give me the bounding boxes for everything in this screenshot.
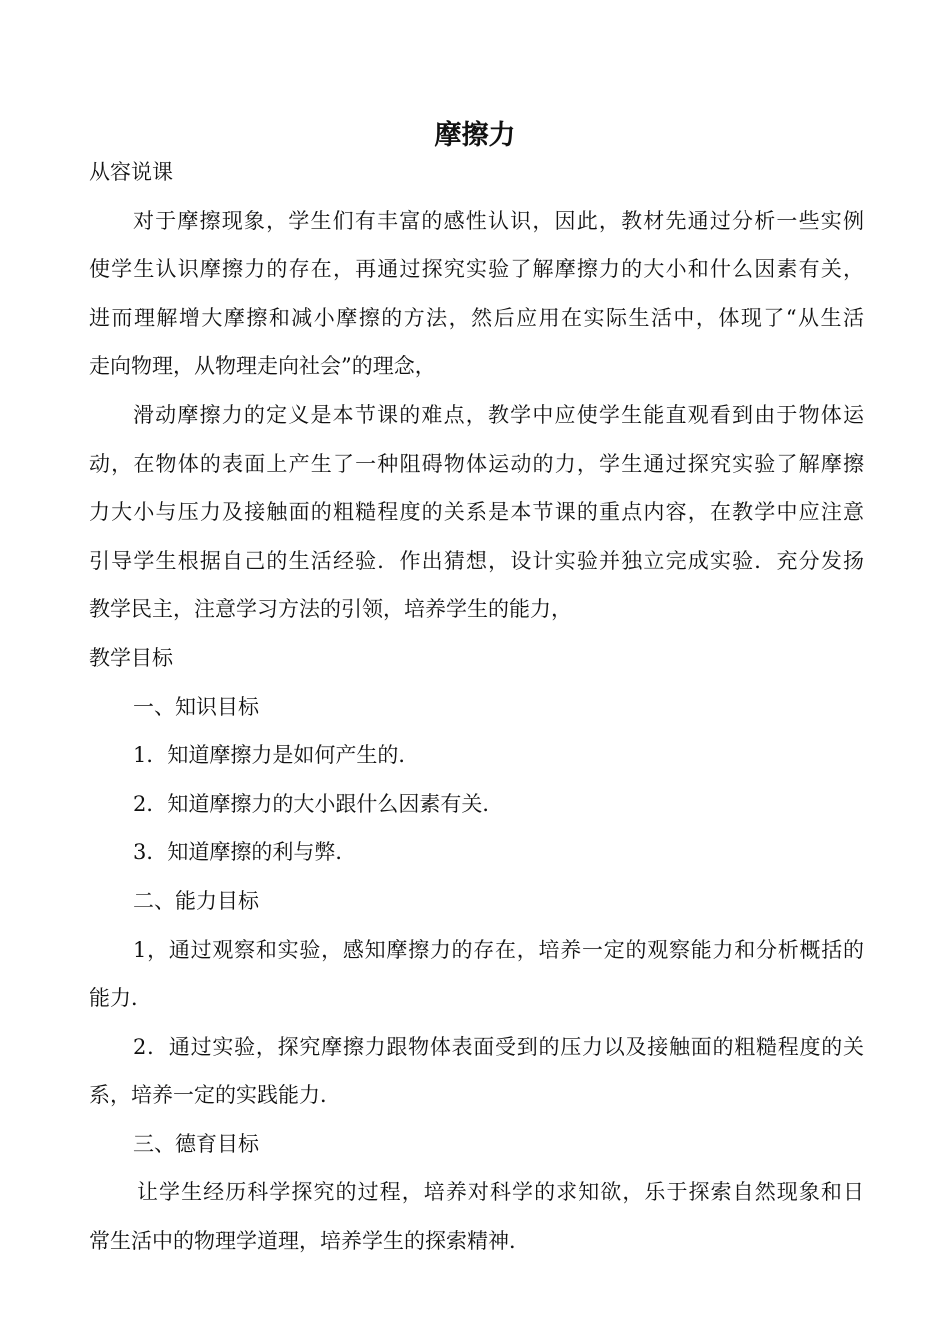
subheading-moral: 三、德育目标: [133, 1131, 259, 1156]
document-body: [89, 148, 864, 1266]
paragraph-line: 常生活中的物理学道理，培养学生的探索精神．: [89, 1229, 530, 1254]
paragraph-line: 教学民主，注意学习方法的引领，培养学生的能力，: [89, 597, 572, 622]
section-heading-objectives: 教学目标: [89, 645, 173, 670]
list-item: 3．知道摩擦的利与弊．: [133, 840, 357, 865]
paragraph-line: 让学生经历科学探究的过程，培养对科学的求知欲，乐于探索自然现象和日: [137, 1180, 864, 1205]
paragraph-line: 走向物理，从物理走向社会”的理念，: [89, 354, 436, 379]
paragraph-line: 引导学生根据自己的生活经验．作出猜想，设计实验并独立完成实验．充分发扬: [89, 548, 864, 573]
document-title: 摩擦力: [434, 120, 516, 151]
subheading-knowledge: 一、知识目标: [133, 694, 259, 719]
paragraph-line: 动，在物体的表面上产生了一种阻碍物体运动的力，学生通过探究实验了解摩擦: [89, 451, 864, 476]
paragraph-line: 对于摩擦现象，学生们有丰富的感性认识，因此，教材先通过分析一些实例: [133, 208, 864, 233]
section-heading-shuoke: 从容说课: [89, 160, 173, 184]
paragraph-line: 系，培养一定的实践能力．: [89, 1083, 341, 1108]
list-item: 1．知道摩擦力是如何产生的．: [133, 743, 420, 768]
subheading-ability: 二、能力目标: [133, 888, 259, 913]
paragraph-line: 2．通过实验，探究摩擦力跟物体表面受到的压力以及接触面的粗糙程度的关: [133, 1034, 864, 1059]
paragraph-line: 使学生认识摩擦力的存在，再通过探究实验了解摩擦力的大小和什么因素有关，: [89, 257, 864, 282]
paragraph-line: 能力．: [89, 986, 152, 1011]
paragraph-line: 1，通过观察和实验，感知摩擦力的存在，培养一定的观察能力和分析概括的: [133, 937, 864, 962]
paragraph-line: 滑动摩擦力的定义是本节课的难点，教学中应使学生能直观看到由于物体运: [133, 402, 864, 427]
list-item: 2．知道摩擦力的大小跟什么因素有关．: [133, 791, 504, 816]
paragraph-line: 力大小与压力及接触面的粗糙程度的关系是本节课的重点内容，在教学中应注意: [89, 500, 864, 525]
paragraph-line: 进而理解增大摩擦和减小摩擦的方法，然后应用在实际生活中，体现了“从生活: [89, 305, 864, 330]
